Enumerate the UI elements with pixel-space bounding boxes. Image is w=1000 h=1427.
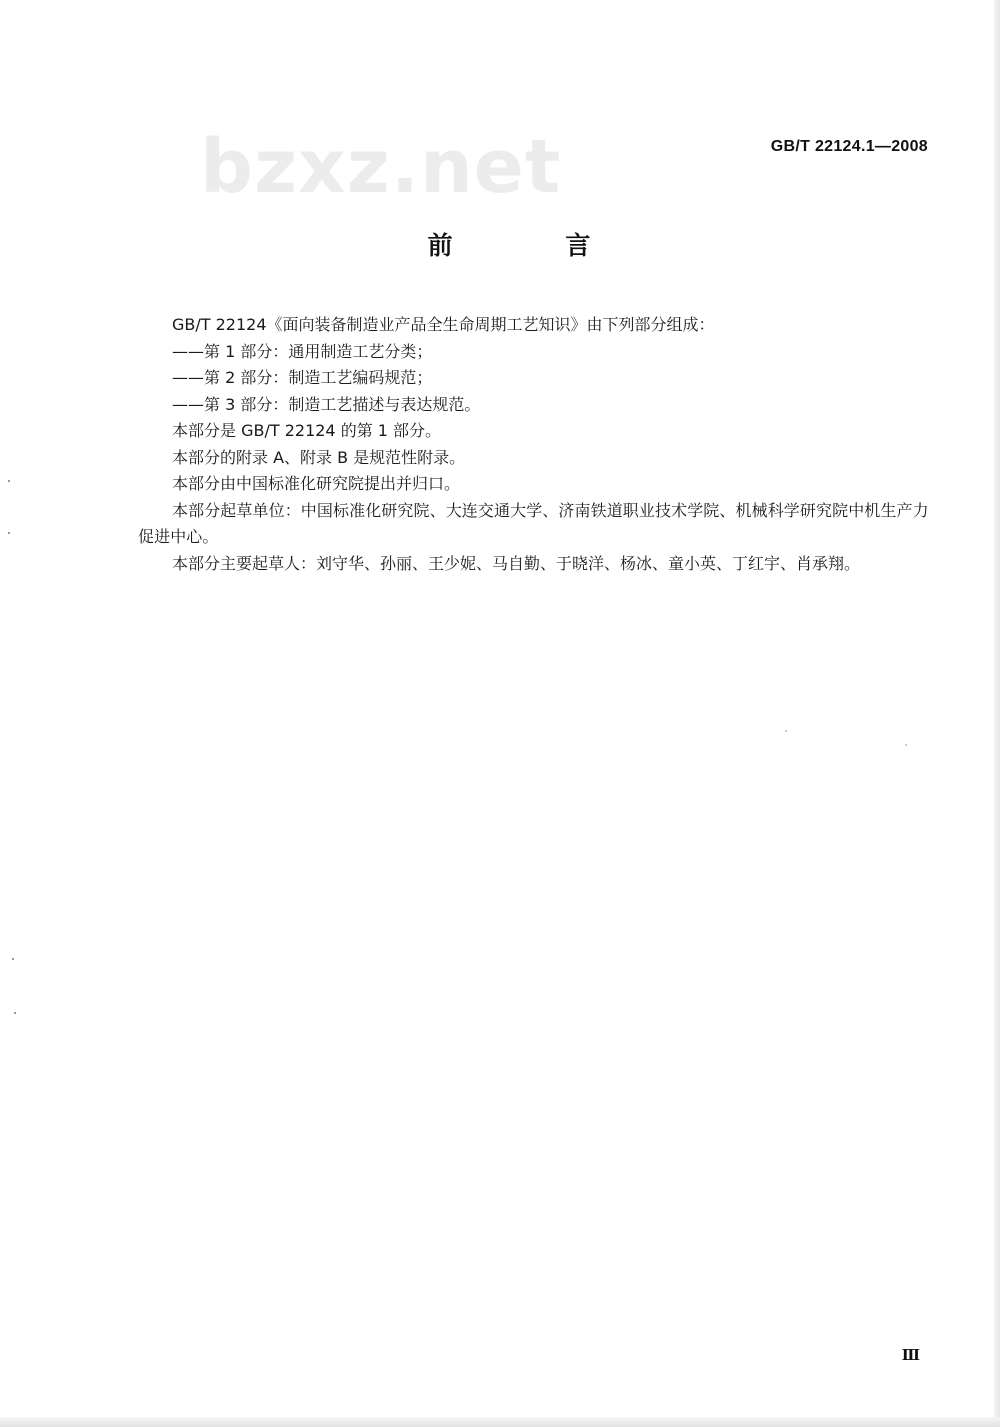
- page-edge-shadow-bottom: [0, 1417, 1000, 1427]
- scan-speck: [8, 532, 10, 534]
- paragraph-drafters: 本部分主要起草人：刘守华、孙丽、王少妮、马自勤、于晓洋、杨冰、童小英、丁红宇、肖承翔。: [172, 553, 861, 573]
- scan-speck: [14, 1012, 16, 1014]
- paragraph-drafting-units: 本部分起草单位：中国标准化研究院、大连交通大学、济南铁道职业技术学院、机械科学研究院中机生产力促进中心。: [138, 500, 929, 546]
- scan-speck: [12, 958, 14, 960]
- page-number: Ⅲ: [901, 1348, 920, 1364]
- scan-speck: [8, 480, 10, 482]
- paragraph-part-statement: 本部分是 GB/T 22124 的第 1 部分。: [172, 421, 442, 440]
- page-edge-shadow-right: [994, 0, 1000, 1427]
- scan-speck: [905, 744, 907, 746]
- list-item-part-2: ——第 2 部分：制造工艺编码规范；: [172, 368, 433, 387]
- paragraph-composition: GB/T 22124《面向装备制造业产品全生命周期工艺知识》由下列部分组成：: [172, 315, 715, 334]
- list-item-part-3: ——第 3 部分：制造工艺描述与表达规范。: [172, 394, 481, 414]
- watermark: bzxz.net: [200, 124, 562, 210]
- standard-code: GB/T 22124.1—2008: [770, 138, 928, 155]
- paragraph-proposer: 本部分由中国标准化研究院提出并归口。: [172, 474, 461, 493]
- list-item-part-1: ——第 1 部分：通用制造工艺分类；: [172, 341, 433, 361]
- preface-body: [138, 312, 938, 577]
- page-title: 前 言: [427, 231, 643, 260]
- paragraph-annex: 本部分的附录 A、附录 B 是规范性附录。: [172, 447, 466, 467]
- scan-speck: [785, 730, 787, 732]
